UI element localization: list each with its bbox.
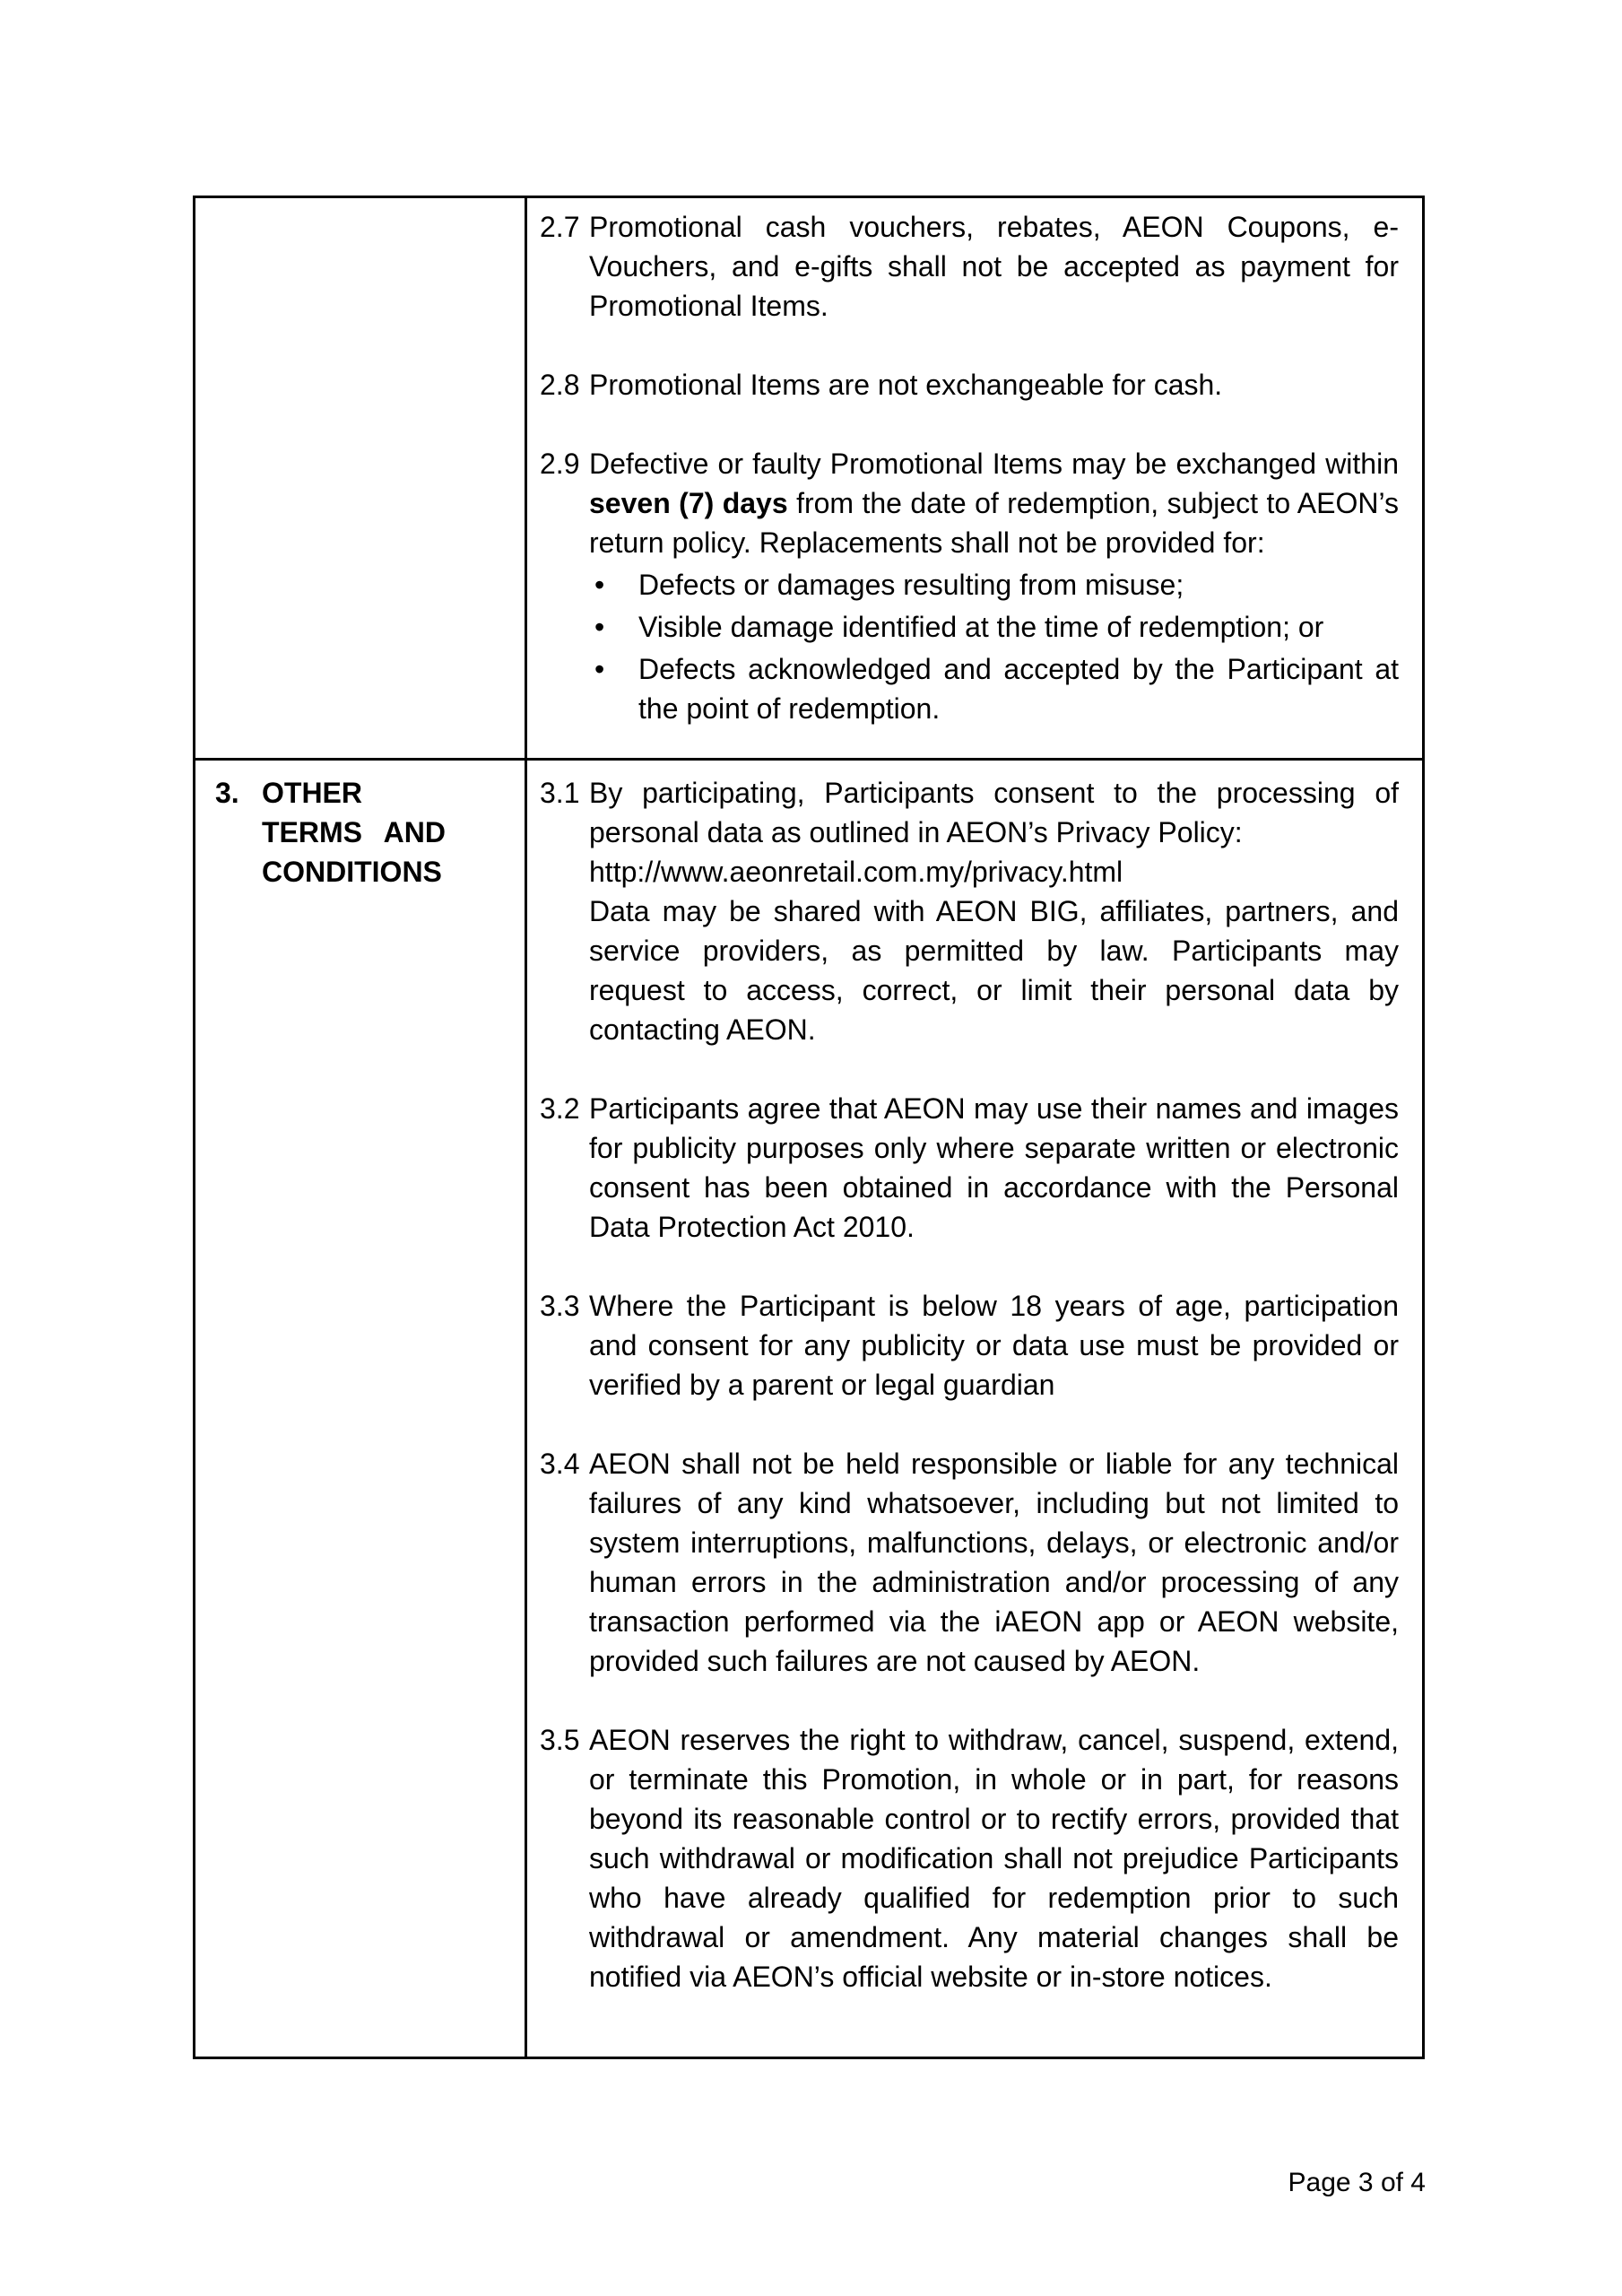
clause-number: 3.1 — [540, 777, 580, 809]
clause-number: 3.4 — [540, 1448, 580, 1480]
clause-text: Where the Participant is below 18 years of age, participation and consent for any publicity or data use must be provided or verified by a parent or legal guardian — [589, 1290, 1399, 1401]
bullet-item — [589, 649, 1399, 728]
table-cell-row1-left-empty — [195, 198, 525, 758]
clause-3-5 — [540, 1720, 1399, 1996]
clause-text: Defective or faulty Promotional Items may be exchanged within — [589, 448, 1399, 480]
clause-number: 3.3 — [540, 1290, 580, 1322]
clause-text: Participants agree that AEON may use their names and images for publicity purposes only where separate written or electronic consent has been obtained in accordance with the Personal Data Protection Act 2010. — [589, 1092, 1399, 1243]
table-cell-row1-clauses — [527, 198, 1422, 758]
bullet-text: Defects acknowledged and accepted by the Participant at the point of redemption. — [638, 653, 1399, 725]
section-title: OTHER TERMS AND CONDITIONS — [262, 777, 446, 888]
bullet-text: Visible damage identified at the time of redemption; or — [638, 611, 1324, 643]
clause-3-2 — [540, 1089, 1399, 1247]
bullet-icon: • — [594, 611, 605, 643]
clause-number: 2.9 — [540, 448, 580, 480]
clause-text: from the date of redemption, subject to AEON’s return policy. Replacements shall not be provided for: — [589, 487, 1400, 559]
clause-text: Promotional cash vouchers, rebates, AEON Coupons, e-Vouchers, and e-gifts shall not be accepted as payment for Promotional Items. — [589, 211, 1399, 322]
clause-text: AEON shall not be held responsible or liable for any technical failures of any kind whatsoever, including but not limited to system interruptions, malfunctions, delays, or electronic and/or human errors in the administration and/or processing of any transaction performed via the iAEON app or AEON website, provided such failures are not caused by AEON. — [589, 1448, 1399, 1677]
bullet-icon: • — [594, 569, 605, 601]
clause-2-7 — [540, 207, 1399, 326]
clause-3-3 — [540, 1286, 1399, 1405]
privacy-policy-url: http://www.aeonretail.com.my/privacy.html — [589, 856, 1123, 888]
page-number: Page 3 of 4 — [1288, 2168, 1426, 2197]
bullet-item — [589, 607, 1399, 647]
clause-2-9 — [540, 444, 1399, 728]
bullet-item — [589, 565, 1399, 604]
bullet-icon: • — [594, 653, 605, 685]
clause-text: Promotional Items are not exchangeable for cash. — [589, 369, 1223, 401]
clause-number: 2.7 — [540, 211, 580, 243]
clause-number: 3.5 — [540, 1724, 580, 1756]
clause-number: 2.8 — [540, 369, 580, 401]
bold-phrase: seven (7) days — [589, 487, 788, 519]
clause-3-4 — [540, 1444, 1399, 1681]
table-cell-section-header — [195, 761, 525, 2057]
terms-table — [193, 196, 1425, 2059]
bullet-list — [589, 565, 1399, 728]
clause-text: By participating, Participants consent to the processing of personal data as outlined in AEON’s Privacy Policy: — [589, 777, 1399, 848]
bullet-text: Defects or damages resulting from misuse; — [638, 569, 1184, 601]
section-number: 3. — [215, 777, 239, 809]
table-cell-row2-clauses — [527, 761, 1422, 2057]
clause-3-1 — [540, 773, 1399, 1049]
clause-text: AEON reserves the right to withdraw, cancel, suspend, extend, or terminate this Promotion, in whole or in part, for reasons beyond its reasonable control or to rectify errors, provided that such withdrawal or modification shall not prejudice Participants who have already qualified for redemption prior to such withdrawal or amendment. Any material changes shall be notified via AEON’s official website or in-store notices. — [589, 1724, 1399, 1993]
clause-2-8 — [540, 365, 1399, 404]
clause-text: Data may be shared with AEON BIG, affiliates, partners, and service providers, as permitted by law. Participants may request to access, correct, or limit their personal data by contacting AEON. — [589, 895, 1399, 1046]
section-3-header — [215, 773, 525, 891]
clause-number: 3.2 — [540, 1092, 580, 1125]
